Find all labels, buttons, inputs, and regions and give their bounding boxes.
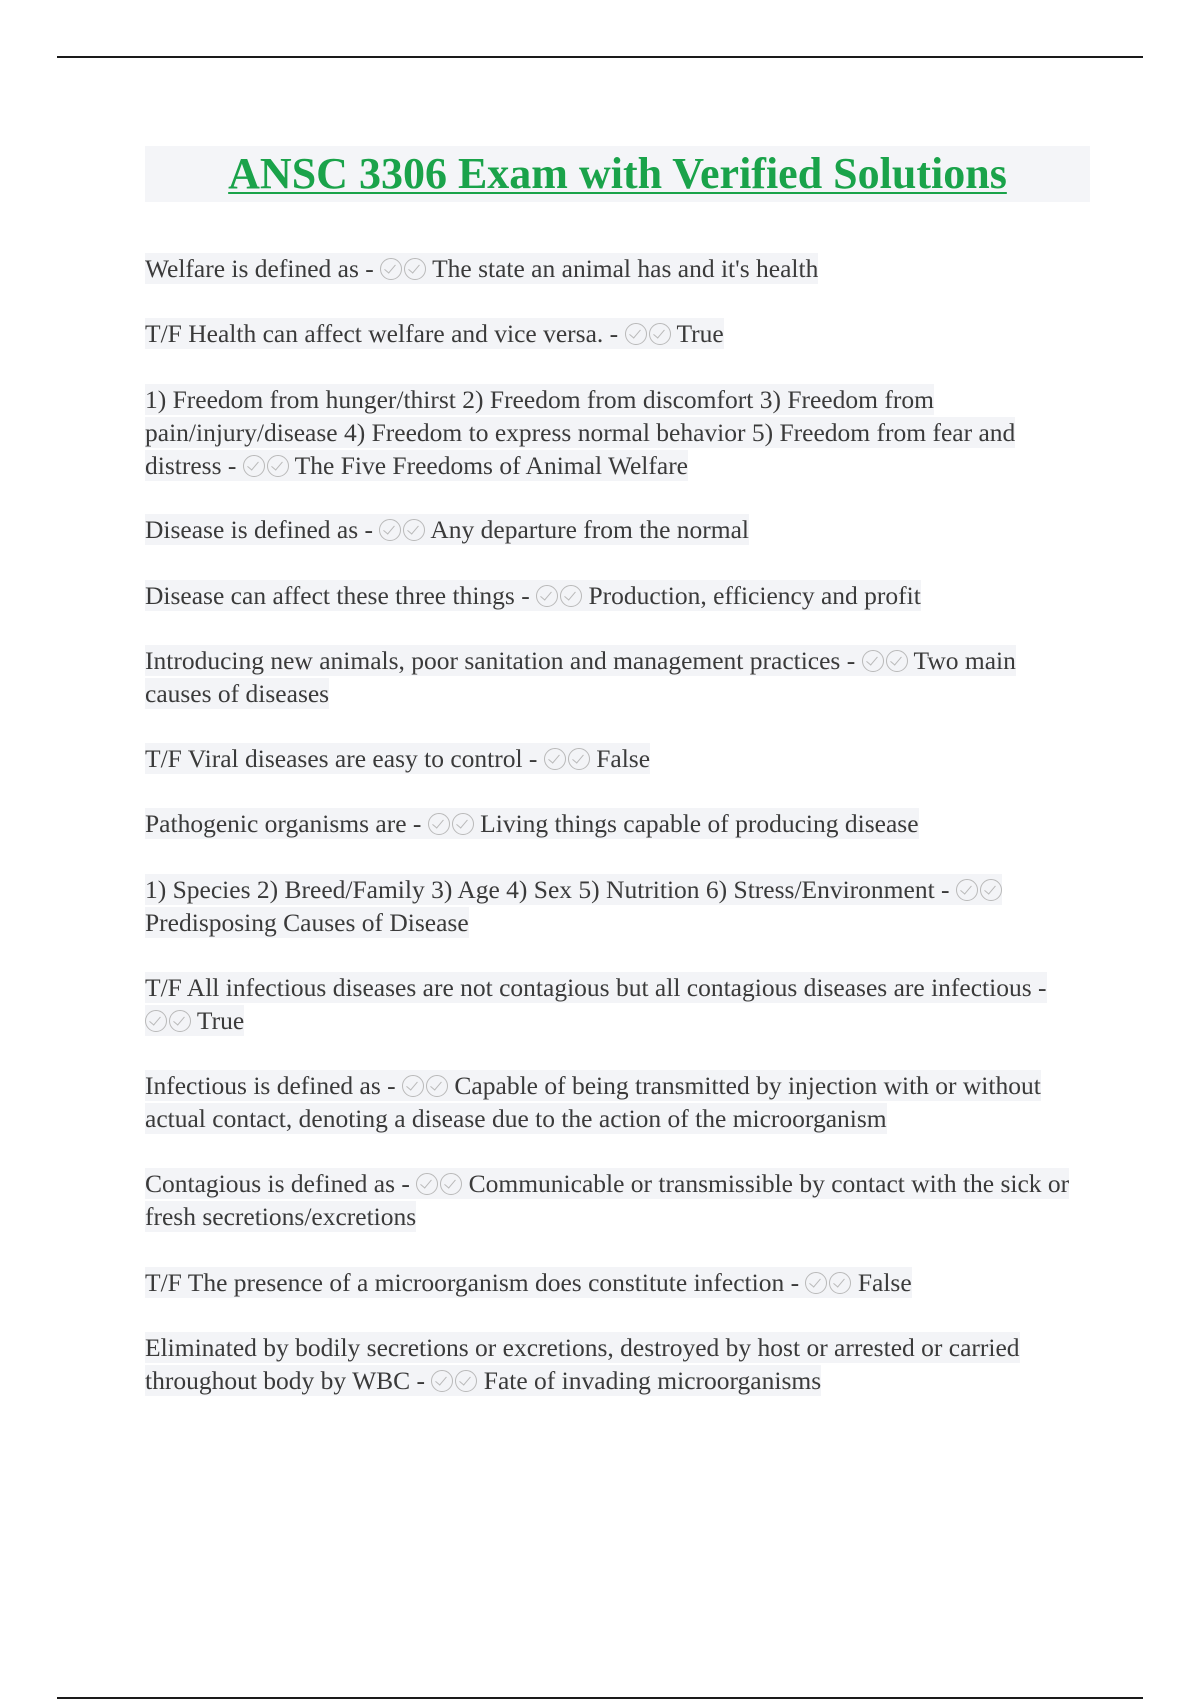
check-circle-icon [625,323,647,345]
answer-text: Two main causes of diseases [145,646,1016,708]
check-circle-icon [980,879,1002,901]
check-circle-icon [243,455,265,477]
qa-item [145,513,1075,546]
answer-marker [379,515,425,544]
qa-item [145,317,1075,350]
answer-text: Communicable or transmissible by contact with the sick or fresh secretions/excretions [145,1169,1070,1231]
answer-marker [380,254,426,283]
footer-rule [57,1697,1143,1699]
check-circle-icon [404,258,426,280]
check-circle-icon [403,519,425,541]
question-text: Introducing new animals, poor sanitation and management practices - [145,646,856,675]
check-circle-icon [829,1272,851,1294]
answer-text: Capable of being transmitted by injection with or without actual contact, denoting a disease due to the action of the microorganism [145,1071,1041,1133]
check-circle-icon [560,585,582,607]
qa-item [145,579,1075,612]
check-circle-icon [145,1010,167,1032]
qa-item [145,971,1075,1037]
question-text: T/F Viral diseases are easy to control - [145,744,538,773]
answer-text: Fate of invading microorganisms [483,1366,822,1395]
check-circle-icon [380,258,402,280]
answer-marker [625,319,671,348]
check-circle-icon [267,455,289,477]
question-text: Infectious is defined as - [145,1071,396,1100]
answer-text: True [676,319,724,348]
question-text: Eliminated by bodily secretions or excretions, destroyed by host or arrested or carried throughout body by WBC - [145,1333,1020,1395]
page-title: ANSC 3306 Exam with Verified Solutions [228,149,1007,198]
answer-marker [956,875,1002,904]
check-circle-icon [169,1010,191,1032]
answer-text: The Five Freedoms of Animal Welfare [294,451,689,480]
question-text: Welfare is defined as - [145,254,374,283]
check-circle-icon [426,1075,448,1097]
question-text: Disease is defined as - [145,515,374,544]
answer-text: Predisposing Causes of Disease [145,908,469,937]
answer-text: The state an animal has and it's health [432,254,819,283]
answer-marker [536,581,582,610]
answer-text: Living things capable of producing disease [480,809,919,838]
check-circle-icon [956,879,978,901]
check-circle-icon [805,1272,827,1294]
check-circle-icon [416,1173,438,1195]
qa-item [145,1266,1075,1299]
check-circle-icon [440,1173,462,1195]
qa-item [145,873,1075,939]
check-circle-icon [862,650,884,672]
answer-marker [428,809,474,838]
check-circle-icon [568,748,590,770]
check-circle-icon [536,585,558,607]
check-circle-icon [452,813,474,835]
qa-item [145,807,1075,840]
check-circle-icon [402,1075,424,1097]
check-circle-icon [431,1370,453,1392]
answer-text: Any departure from the normal [430,515,749,544]
qa-item [145,1167,1075,1233]
answer-marker [243,451,289,480]
question-text: T/F All infectious diseases are not contagious but all contagious diseases are infectious - [145,973,1047,1002]
answer-text: Production, efficiency and profit [588,581,921,610]
answer-marker [544,744,590,773]
check-circle-icon [428,813,450,835]
qa-item [145,644,1075,710]
check-circle-icon [649,323,671,345]
question-text: 1) Species 2) Breed/Family 3) Age 4) Sex 5) Nutrition 6) Stress/Environment - [145,875,950,904]
answer-marker [145,1006,191,1035]
check-circle-icon [544,748,566,770]
question-text: 1) Freedom from hunger/thirst 2) Freedom from discomfort 3) Freedom from pain/injury/disease 4) Freedom to express normal behavior 5) Freedom from fear and distress - [145,385,1016,480]
question-text: Pathogenic organisms are - [145,809,422,838]
answer-text: True [196,1006,245,1035]
answer-text: False [857,1268,912,1297]
answer-marker [431,1366,477,1395]
answer-text: False [596,744,651,773]
answer-marker [416,1169,462,1198]
qa-item [145,1069,1075,1135]
check-circle-icon [379,519,401,541]
answer-marker [402,1071,448,1100]
qa-item [145,1331,1075,1397]
answer-marker [862,646,908,675]
question-text: T/F Health can affect welfare and vice versa. - [145,319,619,348]
qa-item [145,383,1075,482]
title-banner [145,146,1090,202]
question-text: T/F The presence of a microorganism does constitute infection - [145,1268,800,1297]
answer-marker [805,1268,851,1297]
question-text: Contagious is defined as - [145,1169,410,1198]
check-circle-icon [455,1370,477,1392]
check-circle-icon [886,650,908,672]
question-text: Disease can affect these three things - [145,581,530,610]
qa-item [145,742,1075,775]
qa-item [145,252,1075,285]
header-rule [57,56,1143,58]
